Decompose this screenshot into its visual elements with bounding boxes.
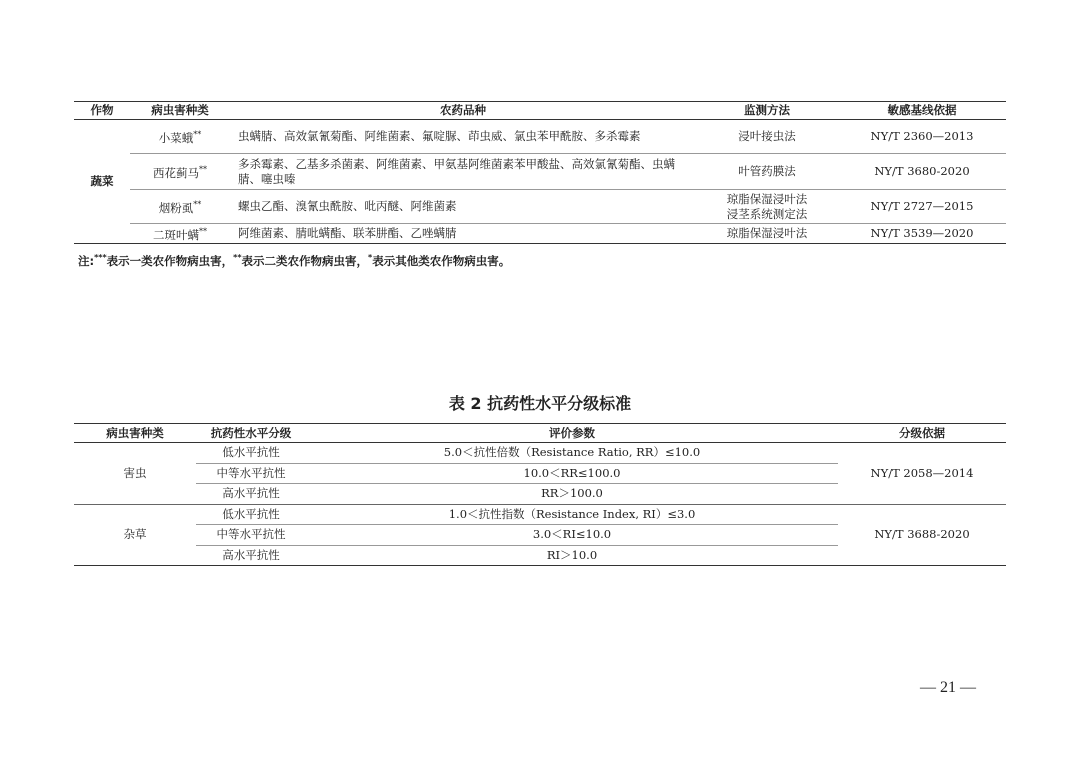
pest-name: 烟粉虱 — [158, 200, 194, 215]
basis-cell: NY/T 3688-2020 — [874, 527, 970, 542]
note-mark-1: *** — [94, 253, 107, 263]
pesticide-cell: 阿维菌素、腈吡螨酯、联苯肼酯、乙唑螨腈 — [238, 226, 457, 240]
table-header-row — [74, 424, 1006, 443]
pest-mark: ** — [193, 200, 202, 210]
header-param: 评价参数 — [306, 424, 838, 443]
note-text-1: 表示一类农作物病虫害， — [106, 254, 234, 268]
pest-mark: ** — [193, 130, 202, 140]
pesticide-monitoring-table — [74, 101, 1006, 244]
note-text-3: 表示其他类农作物病虫害。 — [372, 254, 511, 268]
param-cell: 1.0＜抗性指数（Resistance Index, RI）≤3.0 — [306, 504, 838, 525]
param-cell: 5.0＜抗性倍数（Resistance Ratio, RR）≤10.0 — [306, 443, 838, 464]
pest-type-cell: 杂草 — [123, 527, 147, 542]
pest-name: 小菜蛾 — [158, 130, 194, 145]
table-row — [74, 120, 1006, 154]
table-row — [74, 224, 1006, 244]
crop-cell: 蔬菜 — [90, 174, 114, 188]
pesticide-cell: 螺虫乙酯、溴氰虫酰胺、吡丙醚、阿维菌素 — [230, 190, 696, 224]
method-cell: 琼脂保湿浸叶法 浸茎系统测定法 — [696, 190, 838, 224]
table2-title: 表 2 抗药性水平分级标准 — [448, 394, 632, 413]
header-crop: 作物 — [74, 102, 130, 120]
table-note — [78, 253, 510, 269]
table-row — [74, 154, 1006, 190]
pest-cell — [130, 120, 230, 154]
header-pesticide: 农药品种 — [230, 102, 696, 120]
pest-cell — [130, 154, 230, 190]
basis-cell: NY/T 2727—2015 — [838, 190, 1006, 224]
note-text-2: 表示二类农作物病虫害， — [241, 254, 369, 268]
method-cell: 琼脂保湿浸叶法 — [726, 226, 808, 240]
note-mark-3: * — [368, 253, 373, 263]
pest-mark: ** — [199, 165, 207, 175]
level-cell: 中等水平抗性 — [196, 463, 306, 484]
header-pest-type: 病虫害种类 — [74, 424, 196, 443]
pest-name: 二斑叶螨 — [153, 227, 199, 242]
pest-mark: ** — [199, 227, 207, 237]
header-basis: 分级依据 — [838, 424, 1006, 443]
basis-cell: NY/T 2058—2014 — [838, 443, 1006, 505]
table-row — [74, 443, 1006, 464]
param-cell: RI＞10.0 — [546, 547, 598, 562]
basis-cell: NY/T 3680-2020 — [838, 154, 1006, 190]
header-level: 抗药性水平分级 — [196, 424, 306, 443]
param-cell: RR＞100.0 — [306, 484, 838, 505]
basis-cell: NY/T 2360—2013 — [838, 120, 1006, 154]
basis-cell: NY/T 3539—2020 — [870, 226, 974, 240]
table-row — [74, 504, 1006, 525]
level-cell: 高水平抗性 — [222, 547, 280, 562]
method-cell: 叶管药膜法 — [696, 154, 838, 190]
table-row — [74, 190, 1006, 224]
page-number: — 21 — — [920, 679, 976, 696]
resistance-level-table — [74, 423, 1006, 566]
note-prefix: 注: — [78, 254, 95, 268]
pesticide-cell: 多杀霉素、乙基多杀菌素、阿维菌素、甲氨基阿维菌素苯甲酸盐、高效氯氰菊酯、虫螨腈、噻虫嗪 — [230, 154, 696, 190]
pesticide-cell: 虫螨腈、高效氯氰菊酯、阿维菌素、氟啶脲、茚虫威、氯虫苯甲酰胺、多杀霉素 — [230, 120, 696, 154]
pest-name: 西花蓟马 — [153, 165, 199, 180]
pest-type-cell: 害虫 — [74, 443, 196, 505]
level-cell: 低水平抗性 — [196, 504, 306, 525]
pest-cell — [130, 190, 230, 224]
level-cell: 中等水平抗性 — [196, 525, 306, 546]
level-cell: 低水平抗性 — [196, 443, 306, 464]
param-cell: 3.0＜RI≤10.0 — [306, 525, 838, 546]
pest-cell — [130, 224, 230, 244]
header-basis: 敏感基线依据 — [838, 102, 1006, 120]
param-cell: 10.0＜RR≤100.0 — [306, 463, 838, 484]
header-method: 监测方法 — [696, 102, 838, 120]
level-cell: 高水平抗性 — [196, 484, 306, 505]
table-header-row — [74, 102, 1006, 120]
method-cell: 浸叶接虫法 — [696, 120, 838, 154]
header-pest-type: 病虫害种类 — [130, 102, 230, 120]
note-mark-2: ** — [233, 253, 242, 263]
